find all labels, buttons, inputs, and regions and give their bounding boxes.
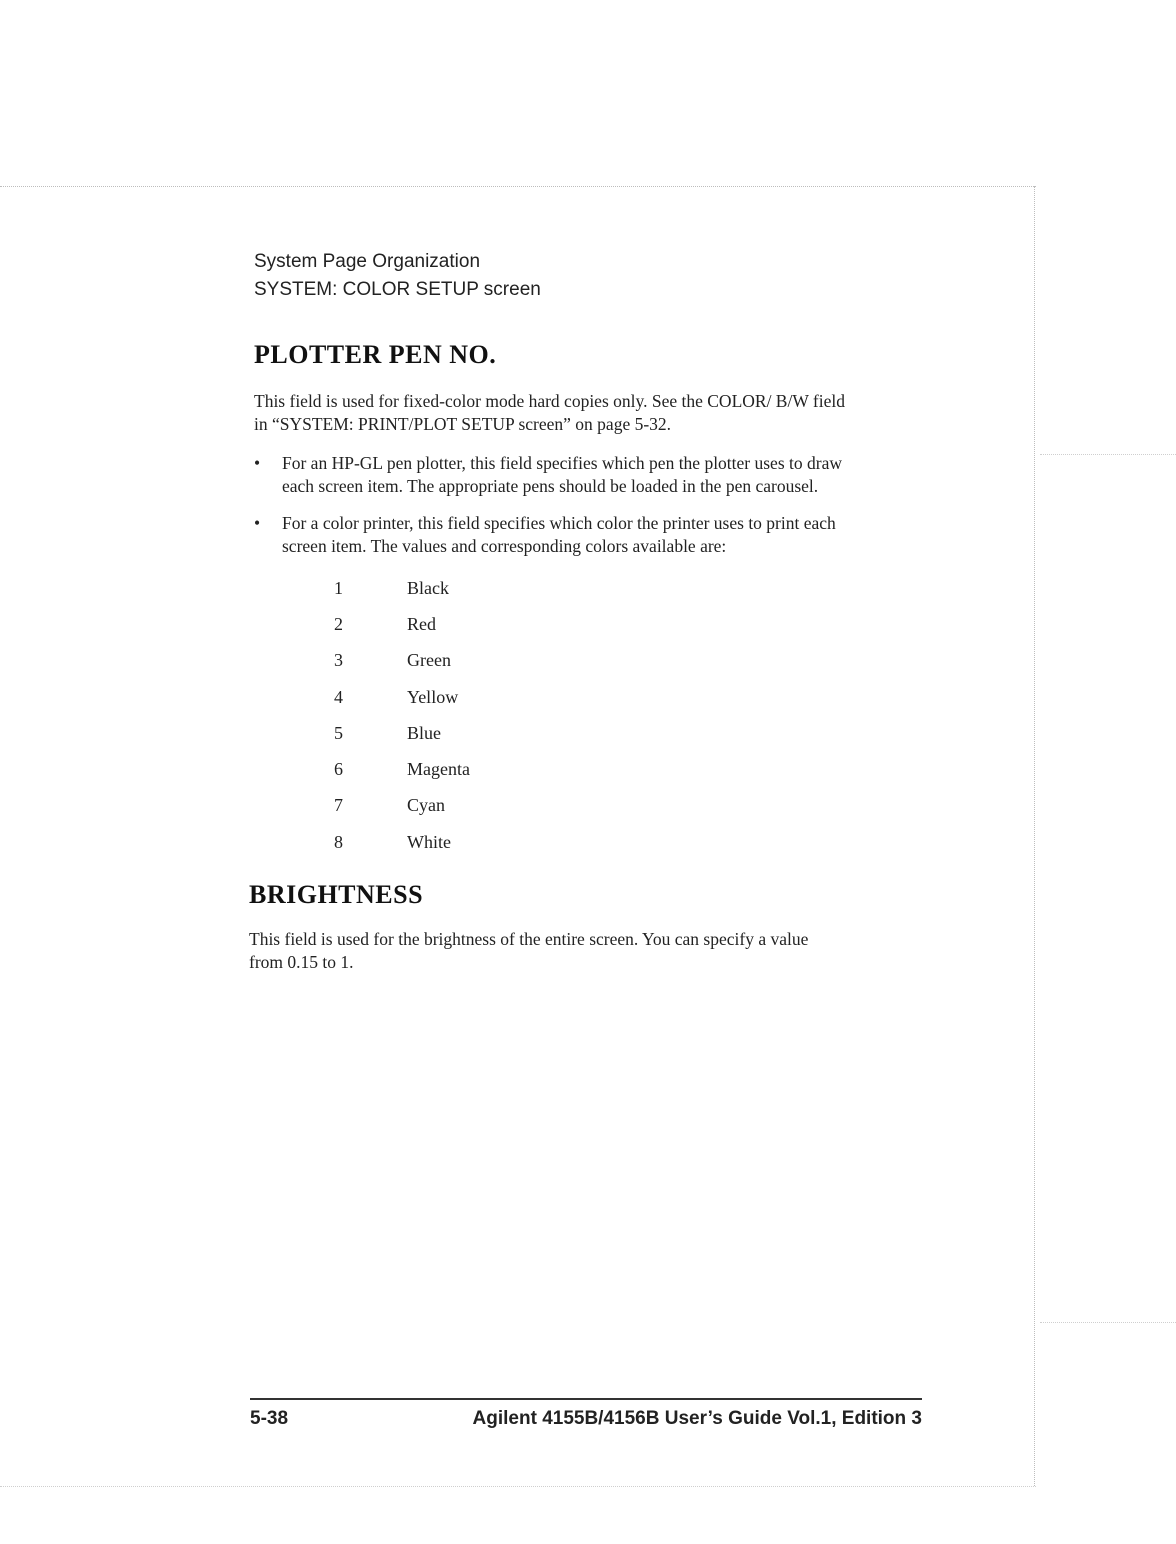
plotter-intro-line-1: This field is used for fixed-color mode hard copies only. See the COLOR/ B/W field [254,391,845,411]
color-row [334,788,470,824]
footer-guide-title: Agilent 4155B/4156B User’s Guide Vol.1, Edition 3 [472,1408,922,1429]
color-name: Red [407,613,436,634]
color-value: 1 [334,577,343,598]
bullet-mark: • [254,453,261,473]
color-value: 2 [334,613,343,634]
color-name: Magenta [407,759,470,780]
color-row [334,824,470,860]
plotter-intro [254,390,954,436]
page-edge-bottom [0,1486,1036,1487]
color-value: 7 [334,795,343,816]
footer-rule [250,1398,922,1400]
page-edge-top [0,186,1036,187]
plotter-intro-line-2: in “SYSTEM: PRINT/PLOT SETUP screen” on page 5-32. [254,414,672,434]
plotter-pen-heading: PLOTTER PEN NO. [254,340,497,369]
color-row [334,679,470,715]
header-chapter: System Page Organization [254,251,481,272]
color-value: 6 [334,759,343,780]
scan-mark [1040,1322,1176,1323]
color-name: Green [407,650,451,671]
bullet-list [254,452,934,572]
color-value-table [334,570,470,860]
color-value: 8 [334,831,343,852]
color-name: White [407,831,451,852]
color-value: 3 [334,650,343,671]
bullet-line: For a color printer, this field specifies which color the printer uses to print each [282,513,836,533]
bullet-mark: • [254,513,261,533]
brightness-heading: BRIGHTNESS [249,880,424,909]
bullet-item-printer [254,512,934,558]
color-row [334,606,470,642]
color-row [334,570,470,606]
brightness-body [249,928,949,974]
footer-page-number: 5-38 [250,1408,289,1429]
color-value: 5 [334,722,343,743]
color-name: Cyan [407,795,445,816]
color-value: 4 [334,686,343,707]
header-screen: SYSTEM: COLOR SETUP screen [254,279,541,300]
color-name: Black [407,577,449,598]
brightness-line-2: from 0.15 to 1. [249,952,354,972]
page-edge-right [1034,186,1035,1486]
color-name: Blue [407,722,441,743]
bullet-item-plotter [254,452,934,498]
color-row [334,751,470,787]
color-row [334,643,470,679]
color-row [334,715,470,751]
running-header [254,248,541,304]
bullet-line: For an HP-GL pen plotter, this field specifies which pen the plotter uses to draw [282,453,842,473]
brightness-line-1: This field is used for the brightness of the entire screen. You can specify a value [249,929,809,949]
color-name: Yellow [407,686,459,707]
bullet-line: screen item. The values and corresponding colors available are: [282,536,727,556]
scan-mark [1040,454,1176,455]
bullet-line: each screen item. The appropriate pens should be loaded in the pen carousel. [282,476,819,496]
